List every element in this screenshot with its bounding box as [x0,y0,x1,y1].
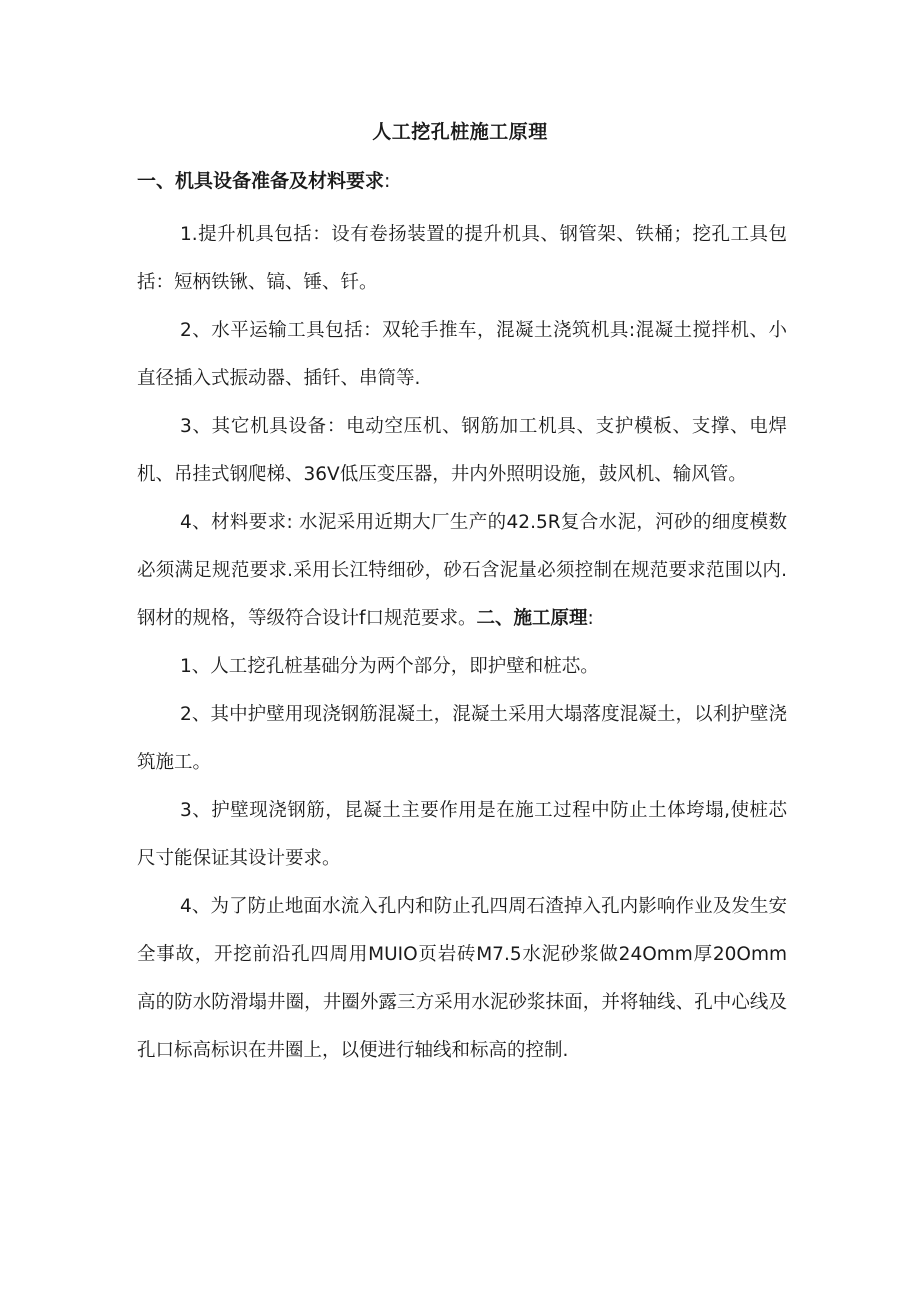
paragraph-lifting-tools: 1.提升机具包括：设有卷扬装置的提升机具、钢管架、铁桶；挖孔工具包括：短柄铁锹、镐、锤、钎。 [137,224,787,293]
section-heading-principle: 二、施工原理 [476,608,588,629]
document-title: 人工挖孔桩施工原理 [372,121,548,143]
document-body [137,211,787,1075]
paragraph-pile-parts: 1、人工挖孔桩基础分为两个部分，即护壁和桩芯。 [180,656,599,677]
paragraph-material-requirements [137,499,787,643]
section-heading-principle-colon: : [587,608,594,629]
section-heading-colon: : [384,170,391,192]
paragraph-other-equipment: 3、其它机具设备：电动空压机、钢筋加工机具、支护模板、支撑、电焊机、吊挂式钢爬梯、36V低压变压器，井内外照明设施，鼓风机、输风管。 [137,416,787,485]
paragraph-wall-function: 3、护壁现浇钢筋，昆凝土主要作用是在施工过程中防止土体垮塌,使桩芯尺寸能保证其设计要求。 [137,800,787,869]
material-requirements-text: 4、材料要求: 水泥采用近期大厂生产的42.5R复合水泥，河砂的细度模数必须满足规范要求.采用长江特细砂，砂石含泥量必须控制在规范要求范围以内.钢材的规格，等级符合设计f口规范要求。 [137,512,787,629]
section-heading-equipment [137,166,390,196]
paragraph-retaining-wall: 2、其中护壁用现浇钢筋混凝土，混凝土采用大塌落度混凝土，以利护壁浇筑施工。 [137,704,787,773]
paragraph-transport-tools: 2、水平运输工具包括：双轮手推车，混凝土浇筑机具:混凝土搅拌机、小直径插入式振动器、插钎、串筒等. [137,320,787,389]
section-heading-text: 一、机具设备准备及材料要求 [137,170,385,192]
paragraph-well-ring: 4、为了防止地面水流入孔内和防止孔四周石渣掉入孔内影响作业及发生安全事故，开挖前沿孔四周用MUIO页岩砖M7.5水泥砂浆做24Omm厚20Omm高的防水防滑塌井圈，井圈外露三方采用水泥砂浆抹面，并将轴线、孔中心线及孔口标高标识在井圈上，以便进行轴线和标高的控制. [137,896,787,1061]
